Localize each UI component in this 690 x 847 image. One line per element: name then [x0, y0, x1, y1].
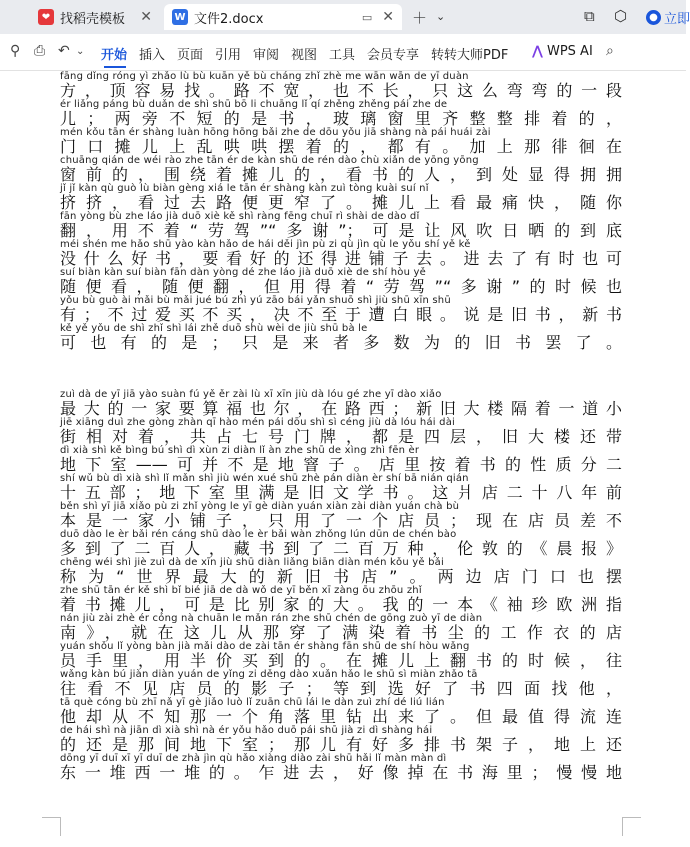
- pinyin-text: fāng dǐng róng yì zhǎo lù bù kuān yě bù cháng zhǐ zhè me wān wān de yī duàn: [60, 71, 469, 82]
- tab-bar: [0, 0, 690, 34]
- pinyin-text: jiē xiāng duì zhe gòng zhàn qī hào mén pái dōu shì sì céng jiù dà lóu hái dài: [60, 417, 455, 428]
- text-line: [60, 641, 622, 669]
- margin-corner: [622, 817, 641, 836]
- pinyin-text: chēng wéi shì jiè zuì dà de xīn jiù shū diàn liǎng biān diàn mén kǒu yě bǎi: [60, 557, 444, 568]
- user-account[interactable]: [646, 8, 690, 27]
- key-icon[interactable]: ⚲: [10, 43, 21, 59]
- pinyin-text: duō dào le èr bǎi rén cáng shū dào le èr bǎi wàn zhǒng lún dūn de chén bào: [60, 529, 457, 540]
- monitor-icon[interactable]: ▭: [361, 10, 373, 24]
- pinyin-text: yuán shǒu lǐ yòng bàn jià mǎi dào de zài tān ér shàng fān shū de shí hòu wǎng: [60, 641, 470, 652]
- text-line: [60, 585, 622, 613]
- pinyin-text: fān yòng bù zhe láo jià duō xiè kě shì ràng fēng chuī rì shài de dào dǐ: [60, 211, 420, 222]
- pinyin-text: chuāng qián de wéi rào zhe tān ér de kàn shū de rén dào chù xiǎn de yōng yōng: [60, 155, 479, 166]
- text-line: [60, 183, 622, 211]
- pinyin-text: yǒu bù guò ài mǎi bù mǎi jué bú zhì yú zāo bái yǎn shuō shì jiù shū xīn shū: [60, 295, 451, 306]
- hanzi-text: 员手里，用半价买到的。在摊儿上翻书的时候，往: [60, 651, 622, 670]
- text-line: [60, 445, 622, 473]
- hanzi-text: 着书摊儿，可是比别家的大。我的一本《袖珍欧洲指: [60, 595, 622, 614]
- text-line: [60, 417, 622, 445]
- tab-references[interactable]: 引用: [215, 48, 242, 63]
- tab-label: 找稻壳模板: [60, 11, 126, 27]
- text-line: [60, 473, 622, 501]
- tab-review[interactable]: 审阅: [253, 48, 280, 63]
- hanzi-text: 方，顶容易找。路不宽，也不长，只这么弯弯的一段: [60, 81, 622, 100]
- chevron-down-icon[interactable]: ⌄: [76, 46, 85, 57]
- close-tab-icon[interactable]: ✕: [140, 9, 152, 25]
- text-line: [60, 697, 622, 725]
- user-label: 立即: [664, 12, 690, 27]
- pinyin-text: dōng yī duī xī yī duī de zhà jìn qù hǎo xiàng diào zài shū hǎi lǐ màn màn dì: [60, 753, 447, 764]
- hanzi-text: 南》，就在这儿从那穿了满染着书尘的工作衣的店: [60, 623, 622, 642]
- text-line: [60, 211, 622, 239]
- pinyin-text: suí biàn kàn suí biàn fān dàn yòng dé zhe láo jià duō xiè de shí hòu yě: [60, 267, 426, 278]
- text-line: [60, 71, 622, 99]
- tab-home[interactable]: 开始: [101, 48, 128, 63]
- chevron-down-icon[interactable]: ⌄: [436, 10, 446, 23]
- pinyin-text: dì xià shì kě bìng bú shì dì xùn zi diàn lǐ àn zhe shū de xìng zhì fēn èr: [60, 445, 420, 456]
- hanzi-text: 地下室——可并不是地窨子。店里按着书的性质分二: [60, 455, 622, 474]
- search-icon[interactable]: ⌕: [606, 43, 614, 59]
- new-tab-icon[interactable]: ＋: [412, 9, 428, 27]
- text-line: [60, 753, 622, 781]
- paragraph-2: [60, 389, 622, 781]
- hanzi-text: 的还是那间地下室；那儿有好多排书架子，地上还: [60, 735, 622, 754]
- tab-insert[interactable]: 插入: [139, 48, 166, 63]
- hanzi-text: 挤挤，看过去路便更窄了。摊儿上看最痛快，随你: [60, 193, 622, 212]
- tab-member[interactable]: 会员专享: [367, 48, 420, 63]
- cube-icon[interactable]: ⬡: [614, 7, 628, 25]
- hanzi-text: 最大的一家要算福也尔，在路西；新旧大楼隔着一道小: [60, 399, 622, 418]
- text-line: [60, 239, 622, 267]
- tab-pdf-tool[interactable]: 转转大师PDF: [431, 48, 509, 63]
- hanzi-text: 有；不过爱买不买，决不至于遭白眼。说是旧书，新书: [60, 305, 622, 324]
- hanzi-text: 儿；两旁不短的是书，玻璃窗里齐整整排着的，: [60, 109, 622, 128]
- pinyin-text: méi shén me hǎo shū yào kàn hǎo de hái děi jìn pù zi qù jìn qù le yǒu shí yě kě: [60, 239, 471, 250]
- hanzi-text: 东一堆西一堆的。乍进去，好像掉在书海里；慢慢地: [60, 763, 622, 782]
- text-line: [60, 267, 622, 295]
- document-page[interactable]: [0, 71, 686, 847]
- tab-docer-templates[interactable]: [30, 4, 160, 30]
- text-line: [60, 501, 622, 529]
- tab-page[interactable]: 页面: [177, 48, 204, 63]
- hanzi-text: 本是一家小铺子，只用了一个店员；现在店员差不: [60, 511, 622, 530]
- pinyin-text: běn shì yī jiā xiǎo pù zi zhǐ yòng le yī gè diàn yuán xiàn zài diàn yuán chà bù: [60, 501, 460, 512]
- wps-ai-icon: ⋀: [532, 44, 543, 59]
- text-line: [60, 155, 622, 183]
- print-icon[interactable]: ⎙: [34, 43, 46, 59]
- user-avatar-icon: ●: [646, 10, 661, 25]
- hanzi-text: 窗前的，围绕着摊儿的，看书的人，到处显得拥拥: [60, 165, 622, 184]
- text-line: [60, 295, 622, 323]
- close-tab-icon[interactable]: ✕: [382, 9, 394, 25]
- text-line: [60, 529, 622, 557]
- wps-docer-icon: ❤: [38, 9, 54, 25]
- text-line: [60, 99, 622, 127]
- text-line: [60, 725, 622, 753]
- hanzi-text: 没什么好书，要看好的还得进铺子去。进去了有时也可: [60, 249, 622, 268]
- pinyin-text: ér liǎng páng bù duǎn de shì shū bō li chuāng lǐ qí zhěng zhěng pái zhe de: [60, 99, 448, 110]
- pinyin-text: tā què cóng bù zhī nǎ yī gè jiǎo luò lǐ zuān chū lái le dàn zuì zhí dé liú lián: [60, 697, 445, 708]
- pinyin-text: mén kǒu tān ér shàng luàn hōng hōng bǎi zhe de dōu yǒu jiā shàng nà pái huái zài: [60, 127, 491, 138]
- text-line: [60, 613, 622, 641]
- pinyin-text: wǎng kàn bú jiàn diàn yuán de yǐng zi děng dào xuǎn hǎo le shū sì miàn zhǎo tā: [60, 669, 478, 680]
- paragraph-1: [60, 71, 622, 351]
- hanzi-text: 翻，用不着“劳驾”“多谢”；可是让风吹日晒的到底: [60, 221, 622, 240]
- window-restore-icon[interactable]: ⧉: [584, 7, 595, 25]
- wps-ai-label: WPS AI: [546, 44, 593, 59]
- pinyin-text: zuì dà de yī jiā yào suàn fú yě ěr zài lù xī xīn jiù dà lóu gé zhe yī dào xiǎo: [60, 389, 442, 400]
- text-line: [60, 323, 622, 351]
- hanzi-text: 十五部；地下室里满是旧文学书。这爿店二十八年前: [60, 483, 622, 502]
- margin-corner: [42, 817, 61, 836]
- tab-tools[interactable]: 工具: [329, 48, 356, 63]
- tab-document[interactable]: [164, 4, 402, 30]
- tab-view[interactable]: 视图: [291, 48, 318, 63]
- hanzi-text: 多到了二百人，藏书到了二百万种，伦敦的《晨报》: [60, 539, 622, 558]
- pinyin-text: de hái shì nà jiān dì xià shì nà ér yǒu hǎo duō pái shū jià zi dì shàng hái: [60, 725, 433, 736]
- ribbon: [0, 34, 686, 71]
- text-line: [60, 669, 622, 697]
- hanzi-text: 往看不见店员的影子；等到选好了书四面找他，: [60, 679, 622, 698]
- word-doc-icon: W: [172, 9, 188, 25]
- pinyin-text: kě yě yǒu de shì zhǐ shì lái zhě duō shù wèi de jiù shū bà le: [60, 323, 368, 334]
- hanzi-text: 可也有的是；只是来者多数为的旧书罢了。: [60, 333, 622, 352]
- pinyin-text: jǐ jǐ kàn qù guò lù biàn gèng xiá le tān ér shàng kàn zuì tòng kuài suí nǐ: [60, 183, 429, 194]
- hanzi-text: 称为“世界最大的新旧书店”。两边店门口也摆: [60, 567, 622, 586]
- hanzi-text: 他却从不知那一个角落里钻出来了。但最值得流连: [60, 707, 622, 726]
- hanzi-text: 街相对着，共占七号门牌，都是四层，旧大楼还带: [60, 427, 622, 446]
- hanzi-text: 门口摊儿上乱哄哄摆着的，都有。加上那徘徊在: [60, 137, 622, 156]
- hanzi-text: 随便看，随便翻，但用得着“劳驾”“多谢”的时候也: [60, 277, 622, 296]
- undo-icon[interactable]: ↶: [58, 43, 70, 59]
- text-line: [60, 389, 622, 417]
- text-line: [60, 127, 622, 155]
- tab-label: 文件2.docx: [194, 11, 264, 27]
- wps-ai-button[interactable]: [532, 44, 593, 59]
- text-line: [60, 557, 622, 585]
- pinyin-text: shí wǔ bù dì xià shì lǐ mǎn shì jiù wén xué shū zhè pán diàn èr shí bā nián qián: [60, 473, 469, 484]
- active-tab-indicator: [104, 66, 126, 68]
- pinyin-text: zhe shū tān ér kě shì bǐ bié jiā de dà wǒ de yī běn xī zàng ōu zhōu zhǐ: [60, 585, 422, 596]
- pinyin-text: nán jiù zài zhè ér cóng nà chuān le mǎn rán zhe shū chén de gōng zuò yī de diàn: [60, 613, 483, 624]
